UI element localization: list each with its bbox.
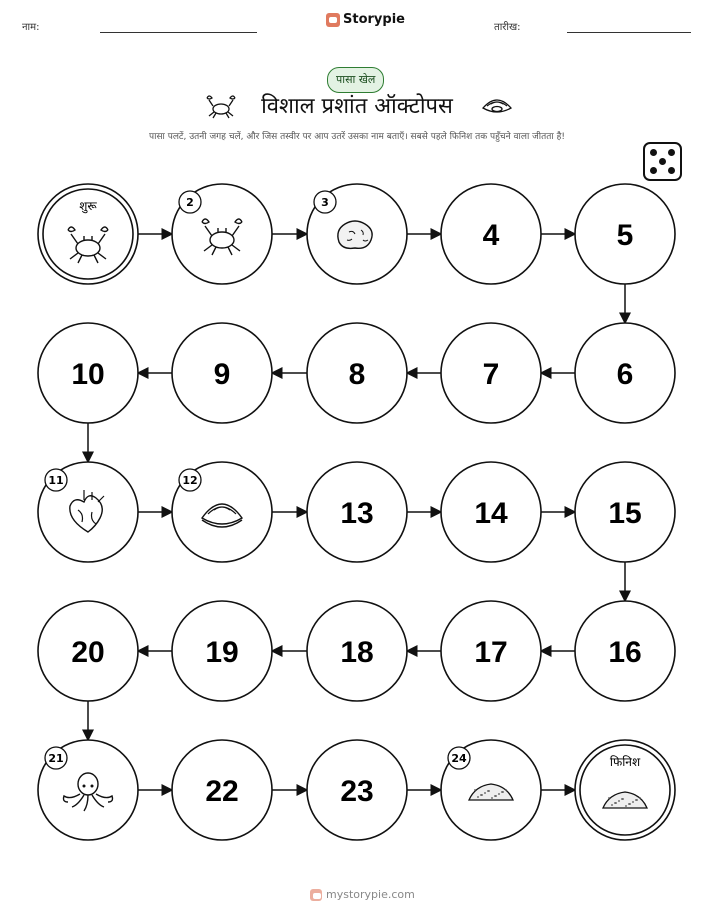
board-cell-5[interactable] (575, 184, 675, 284)
cell-number: 10 (71, 358, 105, 391)
board-cell-8[interactable] (307, 323, 407, 423)
board-cell-17[interactable] (441, 601, 541, 701)
board-cell-11[interactable] (38, 462, 138, 562)
cell-number: 17 (474, 636, 508, 669)
board-cell-6[interactable] (575, 323, 675, 423)
cell-number: 22 (205, 775, 239, 808)
board-cell-16[interactable] (575, 601, 675, 701)
board-cell-3[interactable] (307, 184, 407, 284)
cell-number: 23 (340, 775, 374, 808)
game-type-badge: पासा खेल (327, 67, 384, 93)
footer-url[interactable]: mystorypie.com (326, 888, 415, 901)
board-cell-13[interactable] (307, 462, 407, 562)
finish-label: फिनिश (609, 755, 641, 769)
cell-number-badge: 21 (48, 752, 64, 765)
page-title: विशाल प्रशांत ऑक्टोपस (261, 94, 453, 119)
board-cell-21[interactable] (38, 740, 138, 840)
cell-number: 18 (340, 636, 374, 669)
cell-number: 19 (205, 636, 239, 669)
cell-number-badge: 3 (321, 196, 329, 209)
board-cell-22[interactable] (172, 740, 272, 840)
board-cell-20[interactable] (38, 601, 138, 701)
cell-number: 4 (482, 219, 500, 252)
cell-number: 5 (616, 219, 634, 252)
board-cell-23[interactable] (307, 740, 407, 840)
cell-number: 7 (482, 358, 500, 391)
cell-number-badge: 2 (186, 196, 194, 209)
board-cell-2[interactable] (172, 184, 272, 284)
cell-number-badge: 11 (48, 474, 64, 487)
footer (310, 888, 415, 901)
cell-number: 15 (608, 497, 642, 530)
date-label: तारीख: (494, 22, 521, 33)
board-cell-7[interactable] (441, 323, 541, 423)
board-cell-15[interactable] (575, 462, 675, 562)
board-cell-19[interactable] (172, 601, 272, 701)
cell-number: 13 (340, 497, 374, 530)
cell-number: 14 (474, 497, 508, 530)
name-label: नाम: (22, 22, 40, 33)
board-cell-25[interactable] (575, 740, 675, 840)
instructions: पासा पलटें, उतनी जगह चलें, और जिस तस्वीर पर आप उतरें उसका नाम बताएँ। सबसे पहले फिनिश तक पहुँचने वाला जीतता है! (149, 132, 565, 142)
cell-number-badge: 24 (451, 752, 467, 765)
board-cell-9[interactable] (172, 323, 272, 423)
board-cell-4[interactable] (441, 184, 541, 284)
cell-number: 16 (608, 636, 642, 669)
cell-number: 8 (348, 358, 366, 391)
board-cell-10[interactable] (38, 323, 138, 423)
storypie-logo-icon (310, 889, 322, 901)
board-cell-12[interactable] (172, 462, 272, 562)
board-cell-1[interactable] (38, 184, 138, 284)
rock-icon (338, 221, 372, 248)
board-cell-18[interactable] (307, 601, 407, 701)
cell-number: 6 (616, 358, 634, 391)
start-label: शुरू (79, 199, 97, 213)
cell-number-badge: 12 (182, 474, 198, 487)
board-cell-24[interactable] (441, 740, 541, 840)
cell-number: 20 (71, 636, 105, 669)
brand-name: Storypie (343, 12, 405, 27)
board-cell-14[interactable] (441, 462, 541, 562)
cell-number: 9 (213, 358, 231, 391)
